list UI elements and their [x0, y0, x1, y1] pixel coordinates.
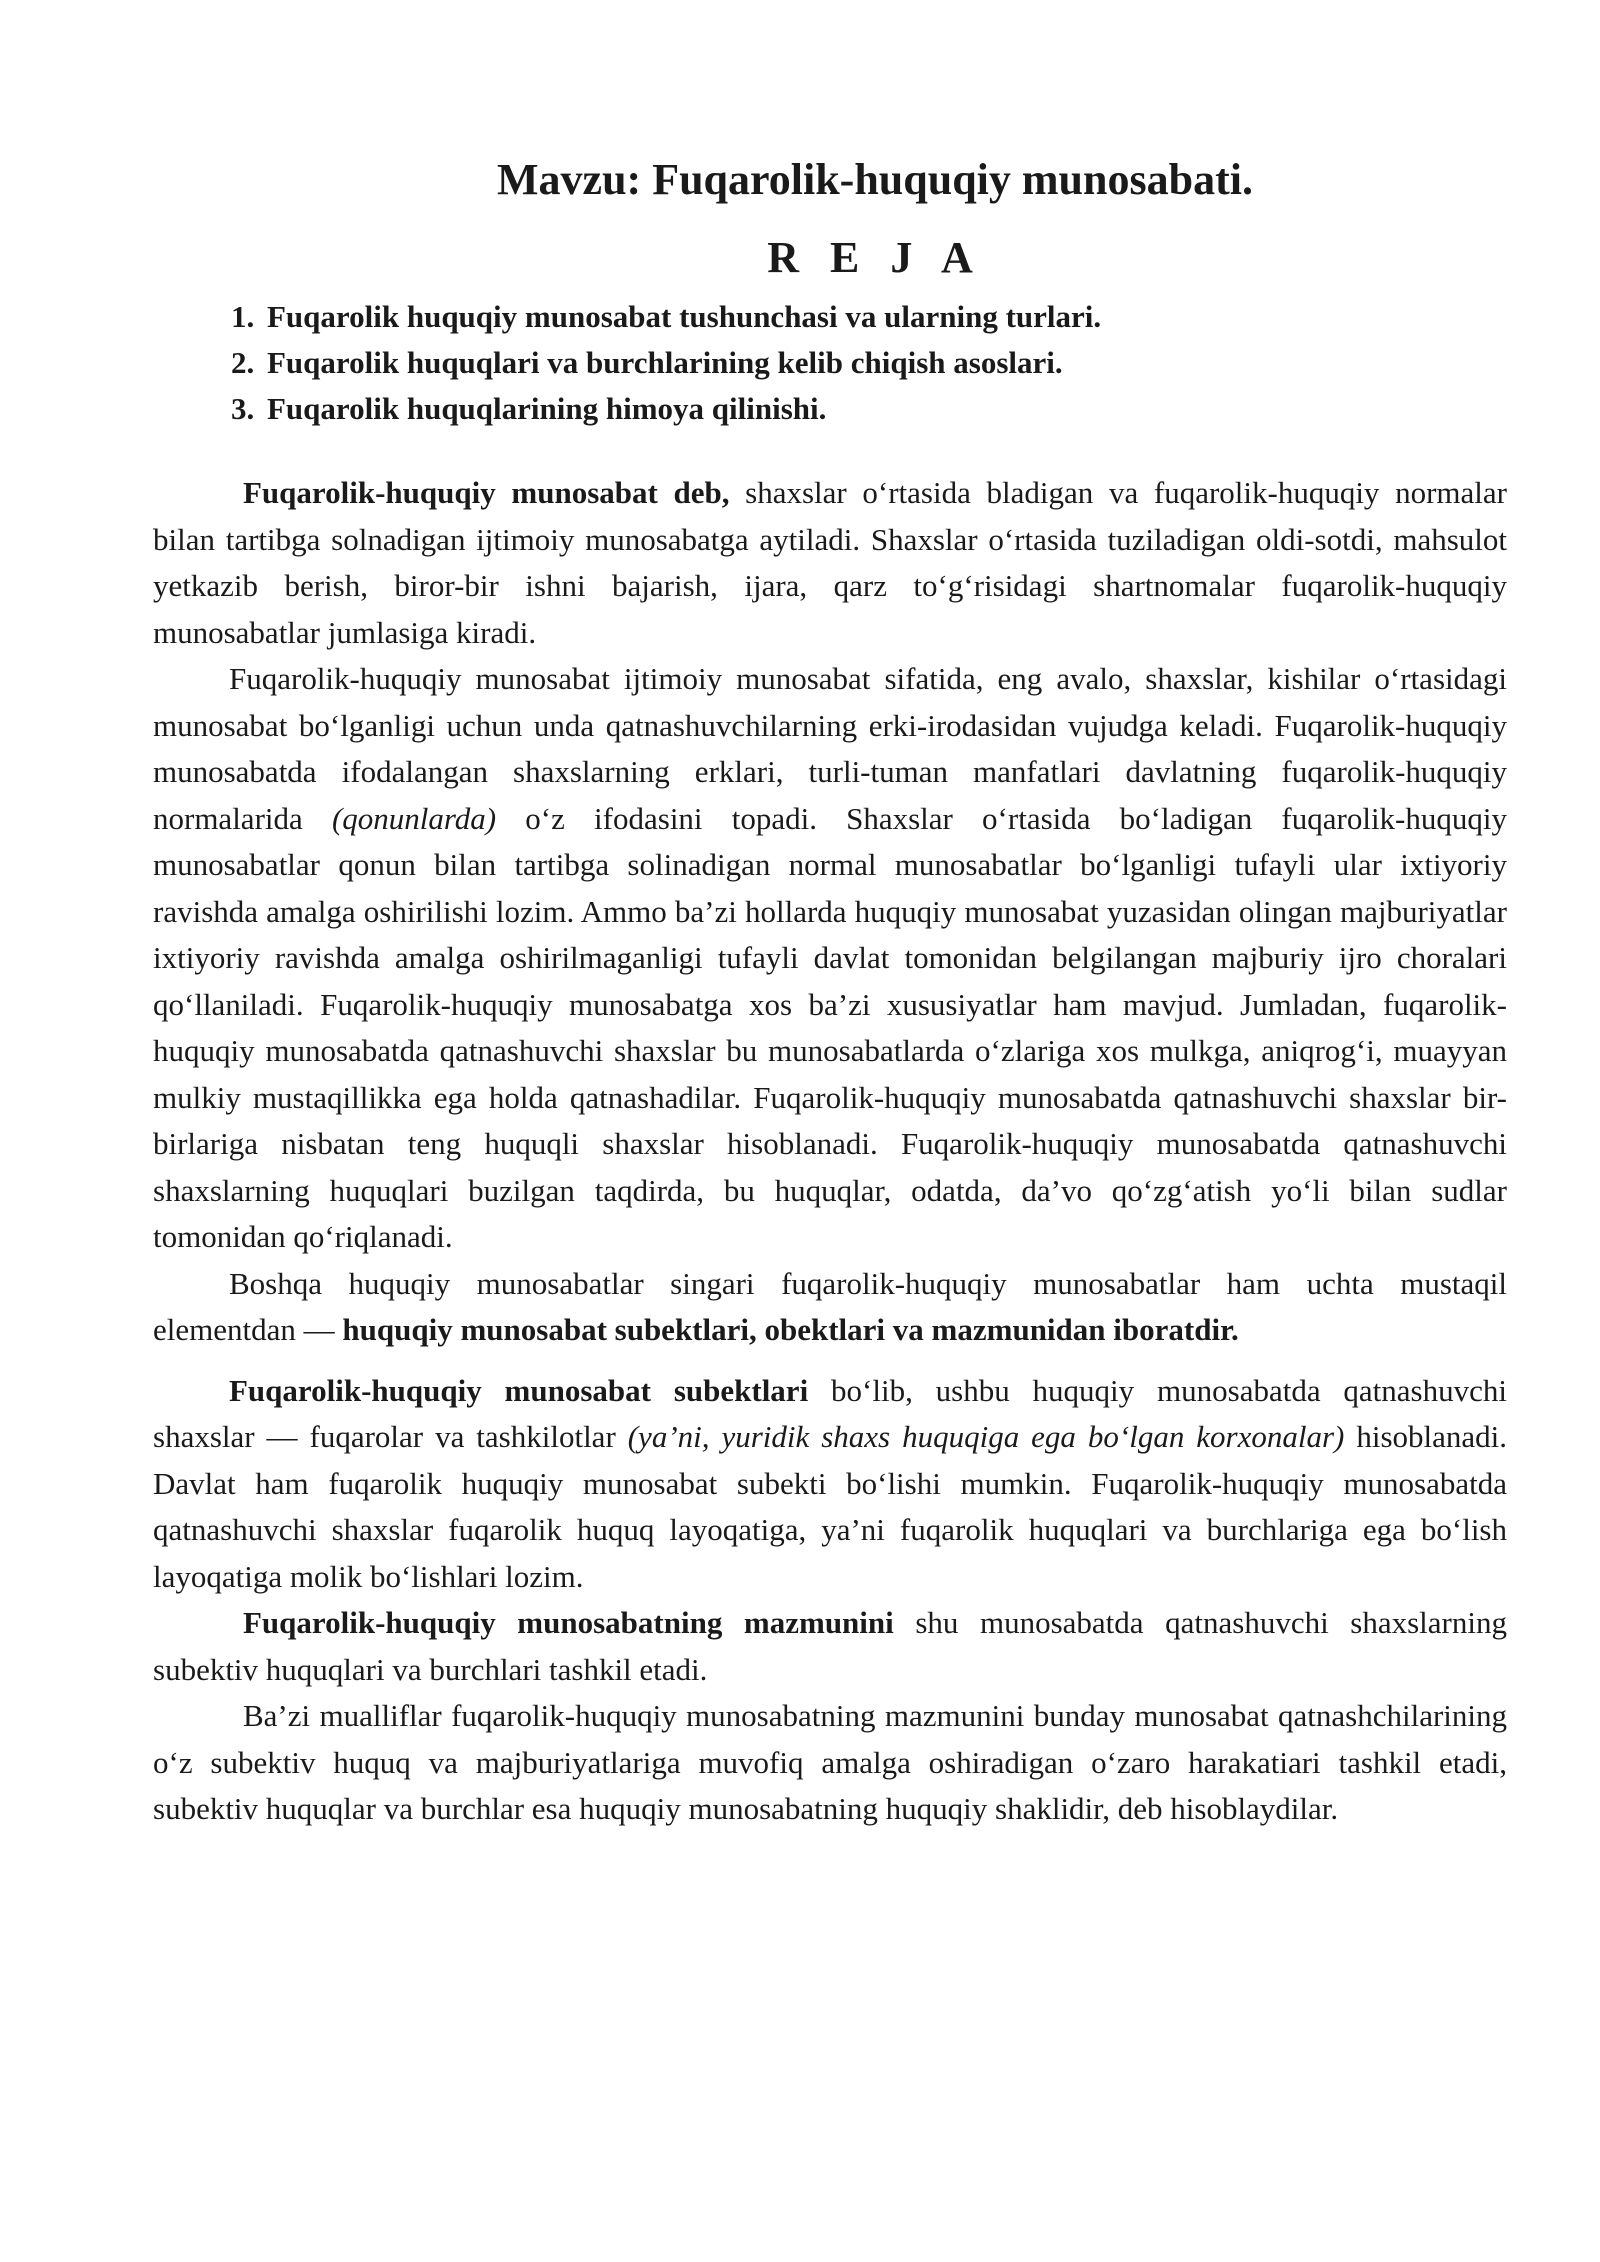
bold-term: Fuqarolik-huquqiy munosabat subektlari [229, 1372, 809, 1408]
paragraph-subjects: Fuqarolik-huquqiy munosabat subektlari bo‘lib, ushbu huquqiy munosabatda qatnashuvchi shaxslar — fuqarolar va tashkilotlar (ya’ni, yuridik shaxs huquqiga ega bo‘lgan korxonalar) hisoblanadi. Davlat ham fuqarolik huquqiy munosabat subekti bo‘lishi mumkin. Fuqarolik-huquqiy munosabatda qatnashuvchi shaxslar fuqarolik huquq layoqatiga, ya’ni fuqarolik huquqlari va burchlariga ega bo‘lish layoqatiga molik bo‘lishlari lozim. [153, 1372, 1508, 1594]
plan-heading: R E J A [767, 233, 983, 282]
bold-term: huquqiy munosabat subektlari, obektlari va mazmunidan iboratdir. [342, 1312, 1239, 1347]
italic-note: (qonunlarda) [331, 800, 497, 836]
plan-list [153, 294, 1507, 432]
document-page [153, 150, 1507, 1833]
italic-note: (ya’ni, yuridik shaxs huquqiga ega bo‘lgan korxonalar) [627, 1419, 1345, 1454]
bold-term: Fuqarolik-huquqiy munosabatning mazmunini [243, 1605, 894, 1640]
plan-item: 2. Fuqarolik huquqlari va burchlarining kelib chiqish asoslari. [231, 345, 1063, 380]
plan-item: 3. Fuqarolik huquqlarining himoya qilinishi. [231, 391, 827, 426]
page-title: Mavzu: Fuqarolik-huquqiy munosabati. [497, 155, 1253, 204]
bold-term: Fuqarolik-huquqiy munosabat deb, [243, 475, 730, 510]
paragraph-characteristics: Fuqarolik-huquqiy munosabat ijtimoiy munosabat sifatida, eng avalo, shaxslar, kishilar o‘rtasidagi munosabat bo‘lganligi uchun unda qatnashuvchilarning erki-irodasidan vujudga keladi. Fuqarolik-huquqiy munosabatda ifodalangan shaxslarning erklari, turli-tuman manfatlari davlatning fuqarolik-huquqiy normalarida (qonunlarda) o‘z ifodasini topadi. Shaxslar o‘rtasida bo‘ladigan fuqarolik-huquqiy munosabatlar qonun bilan tartibga solinadigan normal munosabatlar bo‘lganligi tufayli ular ixtiyoriy ravishda amalga oshirilishi lozim. Ammo ba’zi hollarda huquqiy munosabat yuzasidan olingan majburiyatlar ixtiyoriy ravishda amalga oshirilmaganligi tufayli davlat tomonidan belgilangan majburiy ijro choralari qo‘llaniladi. Fuqarolik-huquqiy munosabatga xos ba’zi xususiyatlar ham mavjud. Jumladan, fuqarolik-huquqiy munosabatda qatnashuvchi shaxslar bu munosabatlarda o‘zlariga xos mulkga, aniqrog‘i, muayyan mulkiy mustaqillikka ega holda qatnashadilar. Fuqarolik-huquqiy munosabatda qatnashuvchi shaxslar bir-birlariga nisbatan teng huquqli shaxslar hisoblanadi. Fuqarolik-huquqiy munosabatda qatnashuvchi shaxslarning huquqlari buzilgan taqdirda, bu huquqlar, odatda, da’vo qo‘zg‘atish yo‘li bilan sudlar tomonidan qo‘riqlanadi. [153, 661, 1507, 1254]
paragraph-authors: Ba’zi mualliflar fuqarolik-huquqiy munosabatning mazmunini bunday munosabat qatnashchilarining o‘z subektiv huquq va majburiyatlariga muvofiq amalga oshiradigan o‘zaro harakatiari tashkil etadi, subektiv huquqlar va burchlar esa huquqiy munosabatning huquqiy shaklidir, deb hisoblaydilar. [153, 1698, 1507, 1826]
paragraph-content: Fuqarolik-huquqiy munosabatning mazmunini shu munosabatda qatnashuvchi shaxslarning subektiv huquqlari va burchlari tashkil etadi. [153, 1605, 1507, 1687]
paragraph-elements: Boshqa huquqiy munosabatlar singari fuqarolik-huquqiy munosabatlar ham uchta mustaqil elementdan — huquqiy munosabat subektlari, obektlari va mazmunidan iboratdir. [153, 1265, 1507, 1347]
plan-item: 1. Fuqarolik huquqiy munosabat tushunchasi va ularning turlari. [231, 299, 1102, 334]
paragraph-definition: Fuqarolik-huquqiy munosabat deb, shaxslar o‘rtasida bladigan va fuqarolik-huquqiy normalar bilan tartibga solnadigan ijtimoiy munosabatga aytiladi. Shaxslar o‘rtasida tuziladigan oldi-sotdi, mahsulot yetkazib berish, biror-bir ishni bajarish, ijara, qarz to‘g‘risidagi shartnomalar fuqarolik-huquqiy munosabatlar jumlasiga kiradi. [153, 475, 1507, 650]
